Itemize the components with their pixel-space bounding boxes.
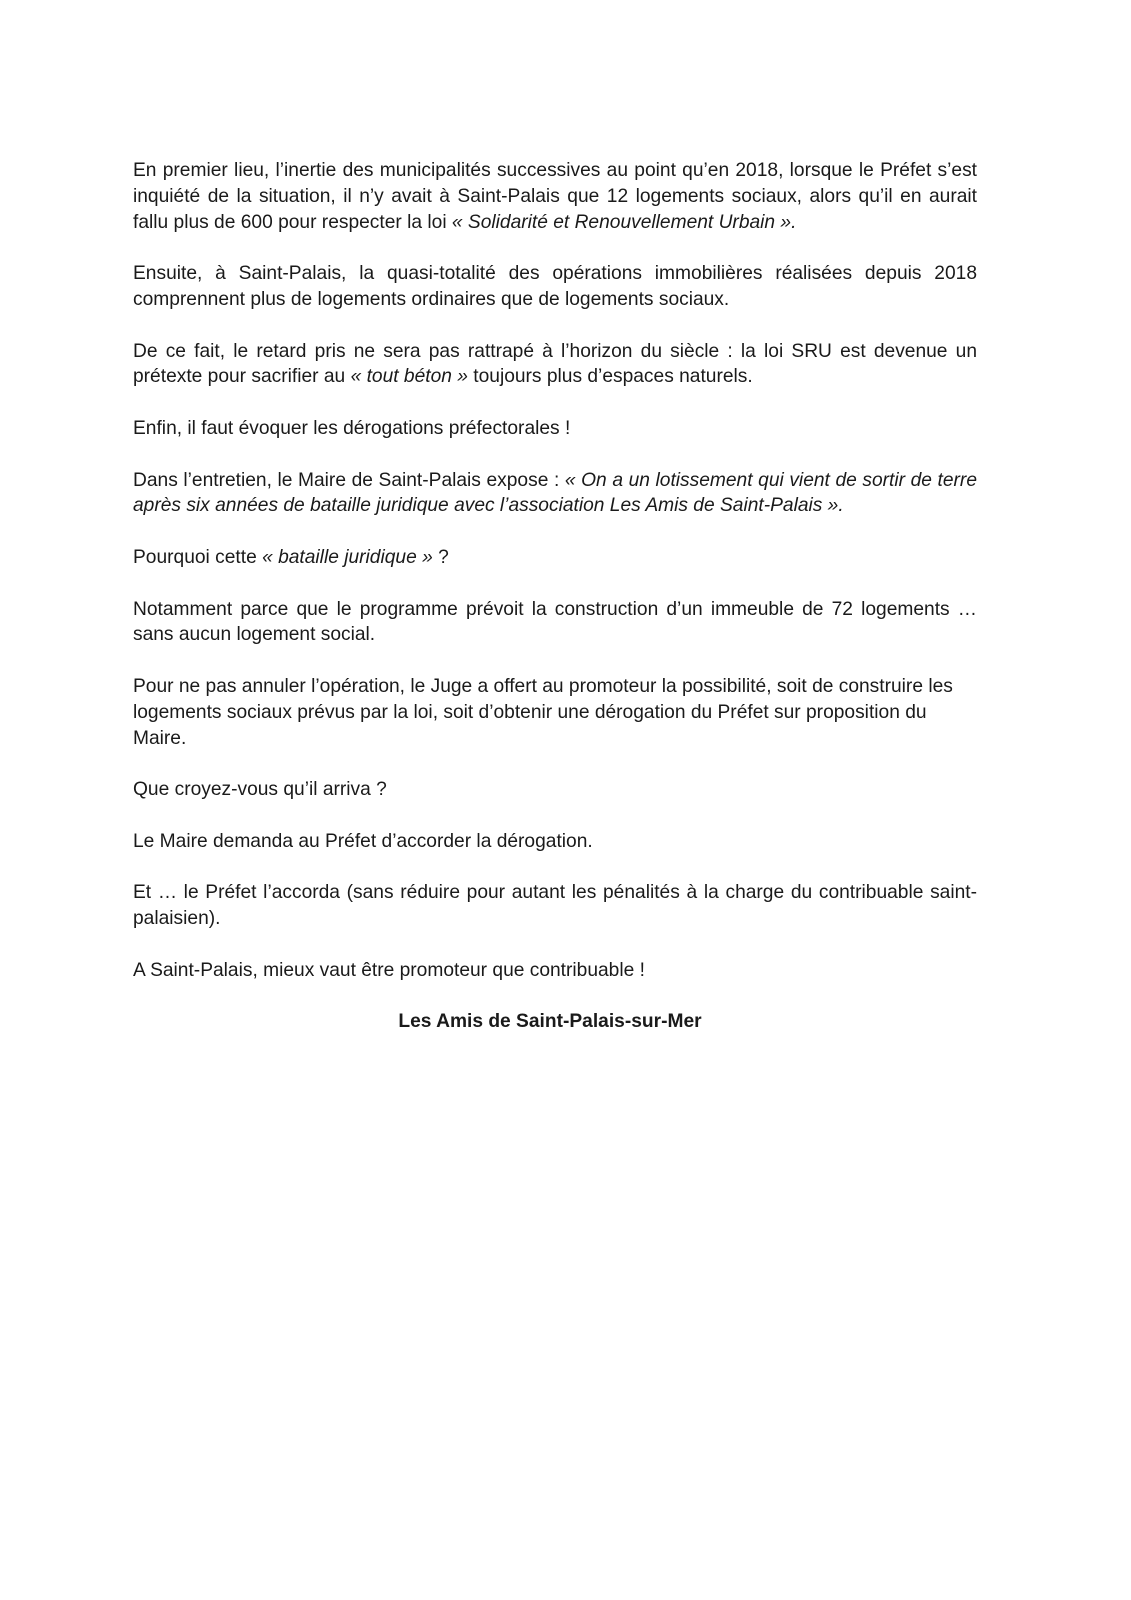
quoted-text: « On a un lotissement qui vient de sortir de terre après six années de bataille juridique avec l’association Les Amis de Saint-Palais ». xyxy=(133,469,977,517)
paragraph-text: Pour ne pas annuler l’opération, le Juge a offert au promoteur la possibilité, soit de construire les logements sociaux prévus par la loi, soit d’obtenir une dérogation du Préfet sur proposition du Maire. xyxy=(133,675,953,749)
quoted-text: « bataille juridique » xyxy=(262,546,433,568)
paragraph xyxy=(133,958,977,984)
paragraph-text: A Saint-Palais, mieux vaut être promoteur que contribuable ! xyxy=(133,959,645,981)
paragraph xyxy=(133,674,977,751)
document-body xyxy=(133,158,977,984)
paragraph xyxy=(133,597,977,649)
paragraph xyxy=(133,545,977,571)
paragraph-text: Ensuite, à Saint-Palais, la quasi-totalité des opérations immobilières réalisées depuis 2018 comprennent plus de logements ordinaires que de logements sociaux. xyxy=(133,263,977,310)
signature: Les Amis de Saint-Palais-sur-Mer xyxy=(398,1011,702,1033)
paragraph xyxy=(133,468,977,520)
paragraph-text: Dans l’entretien, le Maire de Saint-Palais expose : xyxy=(133,469,565,491)
paragraph-text: Pourquoi cette xyxy=(133,546,263,568)
paragraph-text: Enfin, il faut évoquer les dérogations préfectorales ! xyxy=(133,417,571,439)
paragraph xyxy=(133,829,977,855)
quoted-text: « Solidarité et Renouvellement Urbain ». xyxy=(451,211,797,233)
paragraph xyxy=(133,158,977,235)
paragraph-text: Et … le Préfet l’accorda (sans réduire pour autant les pénalités à la charge du contribuable saint-palaisien). xyxy=(133,882,977,930)
paragraph-text: Le Maire demanda au Préfet d’accorder la dérogation. xyxy=(133,830,593,852)
paragraph xyxy=(133,416,977,442)
paragraph-text: En premier lieu, l’inertie des municipalités successives au point qu’en 2018, lorsque le Préfet s’est inquiété de la situation, il n’y avait à Saint-Palais que 12 logements sociaux, alors qu’il en aurait fallu plus de 600 pour respecter la loi xyxy=(133,160,977,233)
paragraph-text: ? xyxy=(432,546,449,568)
paragraph xyxy=(133,261,977,313)
paragraph-text: Que croyez-vous qu’il arriva ? xyxy=(133,779,387,801)
paragraph-text: toujours plus d’espaces naturels. xyxy=(467,366,753,388)
paragraph-text: Notamment parce que le programme prévoit la construction d’un immeuble de 72 logements … sans aucun logement social. xyxy=(133,598,977,646)
document-page xyxy=(133,158,977,1035)
paragraph xyxy=(133,339,977,391)
paragraph-text: De ce fait, le retard pris ne sera pas rattrapé à l’horizon du siècle : la loi SRU est devenue un prétexte pour sacrifier au xyxy=(133,340,977,388)
quoted-text: « tout béton » xyxy=(350,366,468,388)
paragraph xyxy=(133,880,977,932)
paragraph xyxy=(133,777,977,803)
